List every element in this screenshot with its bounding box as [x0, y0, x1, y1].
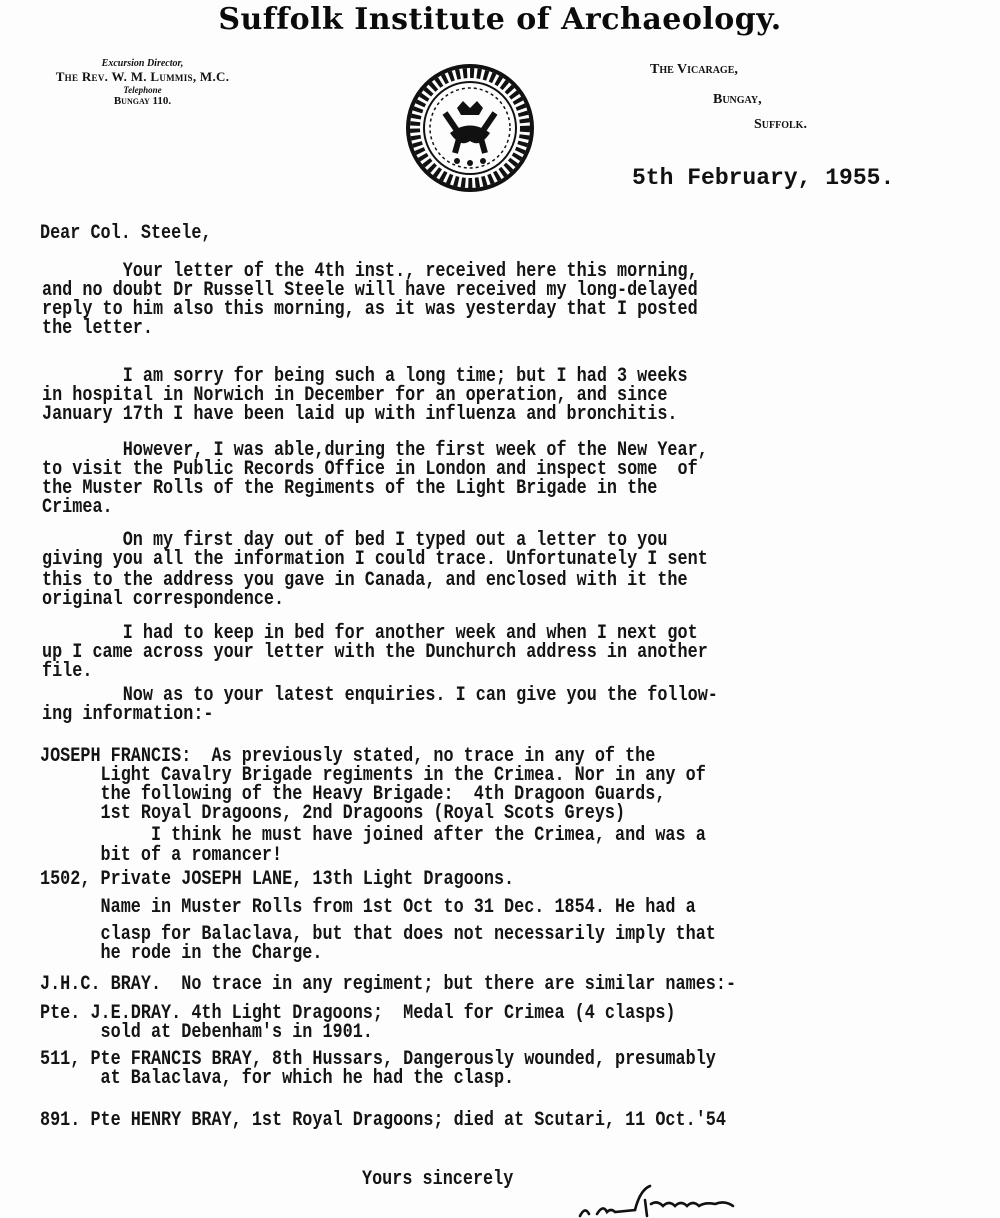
body-line: this to the address you gave in Canada, and enclosed with it the	[42, 569, 688, 592]
entry-line: 1st Royal Dragoons, 2nd Dragoons (Royal Scots Greys)	[40, 802, 626, 825]
letterhead-title: Suffolk Institute of Archaeology.	[218, 2, 782, 37]
entry-line: Light Cavalry Brigade regiments in the Crimea. Nor in any of	[40, 764, 706, 787]
telephone-label: Telephone	[123, 85, 162, 95]
entry-line: 1502, Private JOSEPH LANE, 13th Light Dragoons.	[40, 868, 515, 891]
entry-line: 891. Pte HENRY BRAY, 1st Royal Dragoons; died at Scutari, 11 Oct.'54	[40, 1109, 726, 1132]
body-line: and no doubt Dr Russell Steele will have received my long-delayed	[42, 279, 698, 302]
body-line: However, I was able,during the first week of the New Year,	[42, 439, 708, 462]
letter-date: 5th February, 1955.	[632, 165, 895, 191]
entry-line: bit of a romancer!	[40, 844, 283, 867]
body-line: to visit the Public Records Office in London and inspect some of	[42, 458, 698, 481]
body-line: the letter.	[42, 317, 153, 340]
entry-line: at Balaclava, for which he had the clasp.	[40, 1067, 515, 1090]
body-line: January 17th I have been laid up with influenza and bronchitis.	[42, 403, 678, 426]
body-line: I had to keep in bed for another week and when I next got	[42, 622, 698, 645]
body-line: giving you all the information I could trace. Unfortunately I sent	[42, 548, 708, 571]
entry-line: clasp for Balaclava, but that does not necessarily imply that	[40, 923, 716, 946]
body-line: reply to him also this morning, as it was yesterday that I posted	[42, 298, 698, 321]
institute-seal-icon	[405, 63, 535, 193]
body-line: On my first day out of bed I typed out a letter to you	[42, 529, 668, 552]
letterhead-left-block	[10, 58, 275, 107]
body-line: in hospital in Norwich in December for an operation, and since	[42, 384, 668, 407]
body-line: Crimea.	[42, 496, 113, 519]
body-line: up I came across your letter with the Dunchurch address in another	[42, 641, 708, 664]
entry-line: Name in Muster Rolls from 1st Oct to 31 Dec. 1854. He had a	[40, 896, 696, 919]
body-line: ing information:-	[42, 703, 214, 726]
entry-line: the following of the Heavy Brigade: 4th Dragoon Guards,	[40, 783, 666, 806]
address-line-2: Bungay,	[713, 92, 762, 107]
entry-line: JOSEPH FRANCIS: As previously stated, no trace in any of the	[40, 745, 656, 768]
entry-line: J.H.C. BRAY. No trace in any regiment; but there are similar names:-	[40, 973, 737, 996]
entry-line: 511, Pte FRANCIS BRAY, 8th Hussars, Dangerously wounded, presumably	[40, 1048, 716, 1071]
address-line-3: Suffolk.	[754, 117, 807, 132]
address-line-1: The Vicarage,	[650, 62, 738, 77]
body-line: file.	[42, 660, 93, 683]
body-line: Your letter of the 4th inst., received here this morning,	[42, 260, 698, 283]
body-line: original correspondence.	[42, 588, 285, 611]
body-line: I am sorry for being such a long time; but I had 3 weeks	[42, 365, 688, 388]
entry-line: I think he must have joined after the Crimea, and was a	[40, 824, 706, 847]
director-role: Excursion Director,	[101, 58, 184, 69]
entry-line: he rode in the Charge.	[40, 942, 323, 965]
body-line: Now as to your latest enquiries. I can give you the follow-	[42, 684, 718, 707]
director-name: The Rev. W. M. Lummis, M.C.	[55, 69, 230, 84]
entry-line: Pte. J.E.DRAY. 4th Light Dragoons; Medal for Crimea (4 clasps)	[40, 1002, 676, 1025]
closing: Yours sincerely	[362, 1168, 514, 1191]
salutation: Dear Col. Steele,	[40, 222, 212, 245]
signature-icon	[575, 1180, 745, 1218]
entry-line: sold at Debenham's in 1901.	[40, 1021, 373, 1044]
body-line: the Muster Rolls of the Regiments of the Light Brigade in the	[42, 477, 658, 500]
telephone-number: Bungay 110.	[113, 95, 172, 107]
